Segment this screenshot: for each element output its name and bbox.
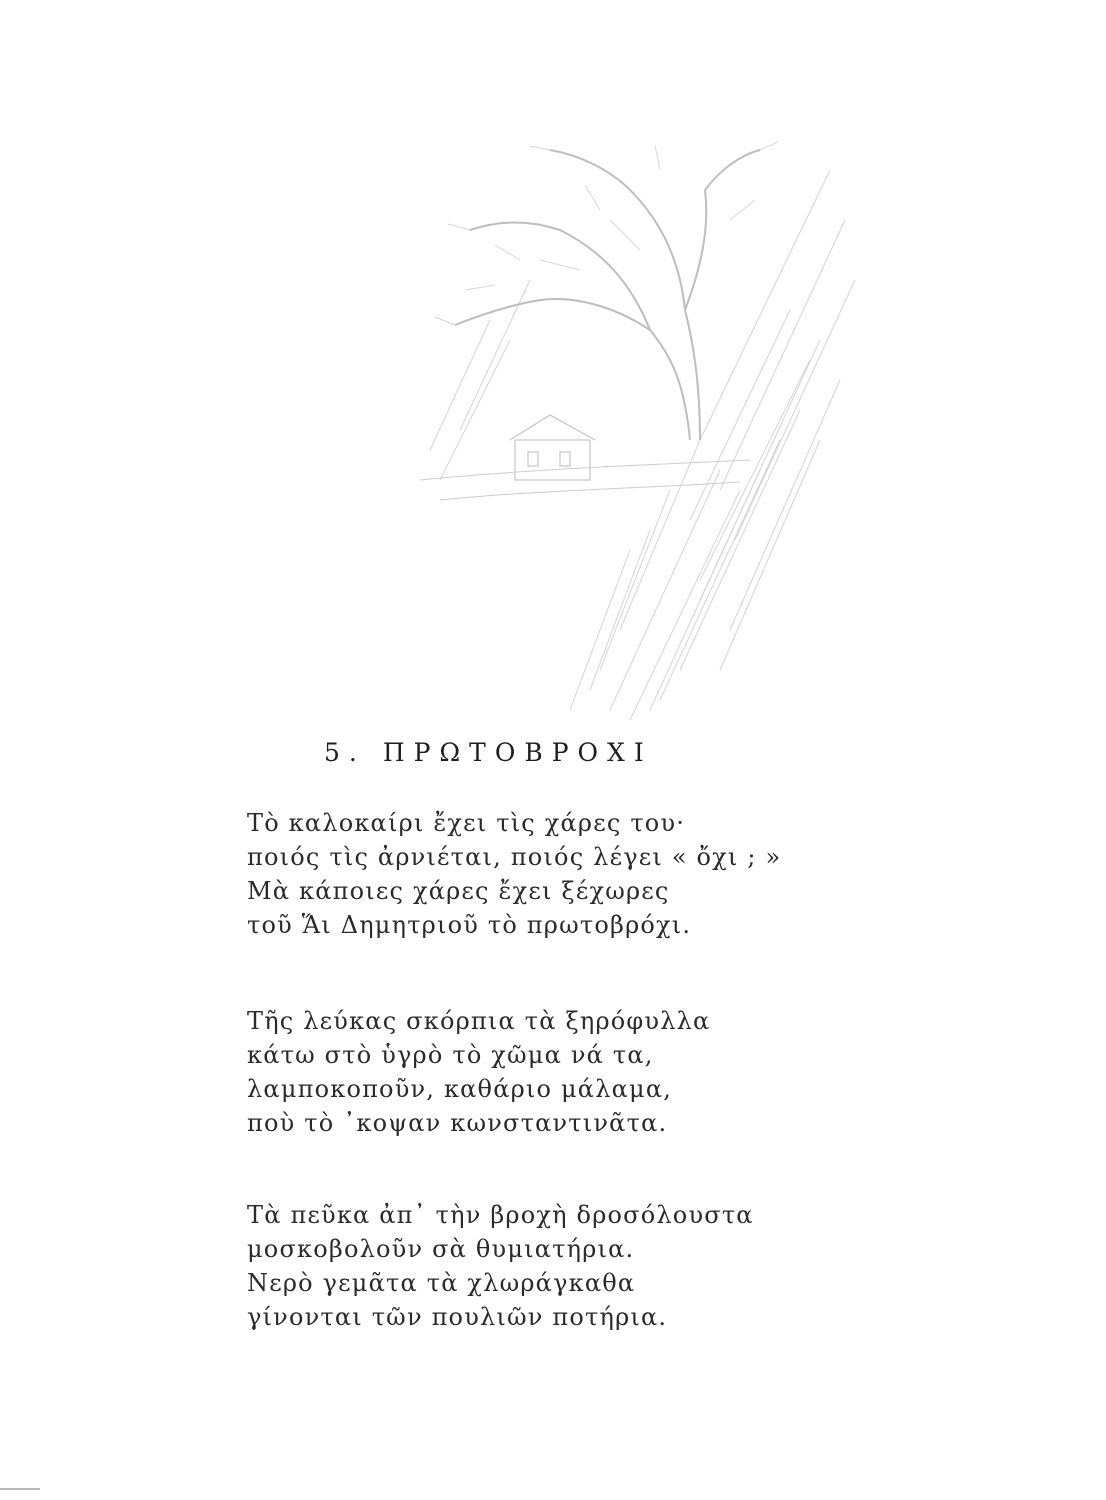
verse-line: ποιός τὶς ἀρνιέται, ποιός λέγει « ὄχι ; » [247,843,782,871]
tree-twigs [435,142,778,325]
verse-line: τοῦ Ἅι Δημητριοῦ τὸ πρωτοβρόχι. [247,911,692,939]
verse-line: γίνονται τῶν πουλιῶν ποτήρια. [247,1303,668,1331]
page-edge-mark [0,1488,40,1490]
verse-line: Τῆς λεύκας σκόρπια τὰ ξηρόφυλλα [247,1007,711,1035]
verse-line: ποὺ τὸ ᾽κοψαν κωνσταντινᾶτα. [247,1109,668,1137]
tree-trunk [455,150,760,440]
stanza-3 [247,1198,754,1334]
tree-in-rain-illustration [400,110,860,730]
rain-strokes [430,170,855,720]
verse-line: λαμποκοποῦν, καθάριο μάλαμα, [247,1075,673,1103]
verse-line: μοσκοβολοῦν σὰ θυμιατήρια. [247,1235,635,1263]
poem-title: ΠΡΩΤΟΒΡΟΧΙ [382,738,653,767]
stanza-2 [247,1004,710,1140]
stanza-1 [247,806,781,942]
tree-in-rain-sketch-icon [400,110,860,730]
verse-line: Νερὸ γεμᾶτα τὰ χλωράγκαθα [247,1269,636,1297]
verse-line: Τὸ καλοκαίρι ἔχει τὶς χάρες του· [247,809,686,837]
verse-line: κάτω στὸ ὑγρὸ τὸ χῶμα νά τα, [247,1041,654,1069]
poem-heading [324,738,653,767]
verse-line: Μὰ κάποιες χάρες ἔχει ξέχωρες [247,877,670,905]
verse-line: Τὰ πεῦκα ἀπ᾽ τὴν βροχὴ δροσόλουστα [247,1201,754,1229]
poem-number: 5. [324,738,366,767]
